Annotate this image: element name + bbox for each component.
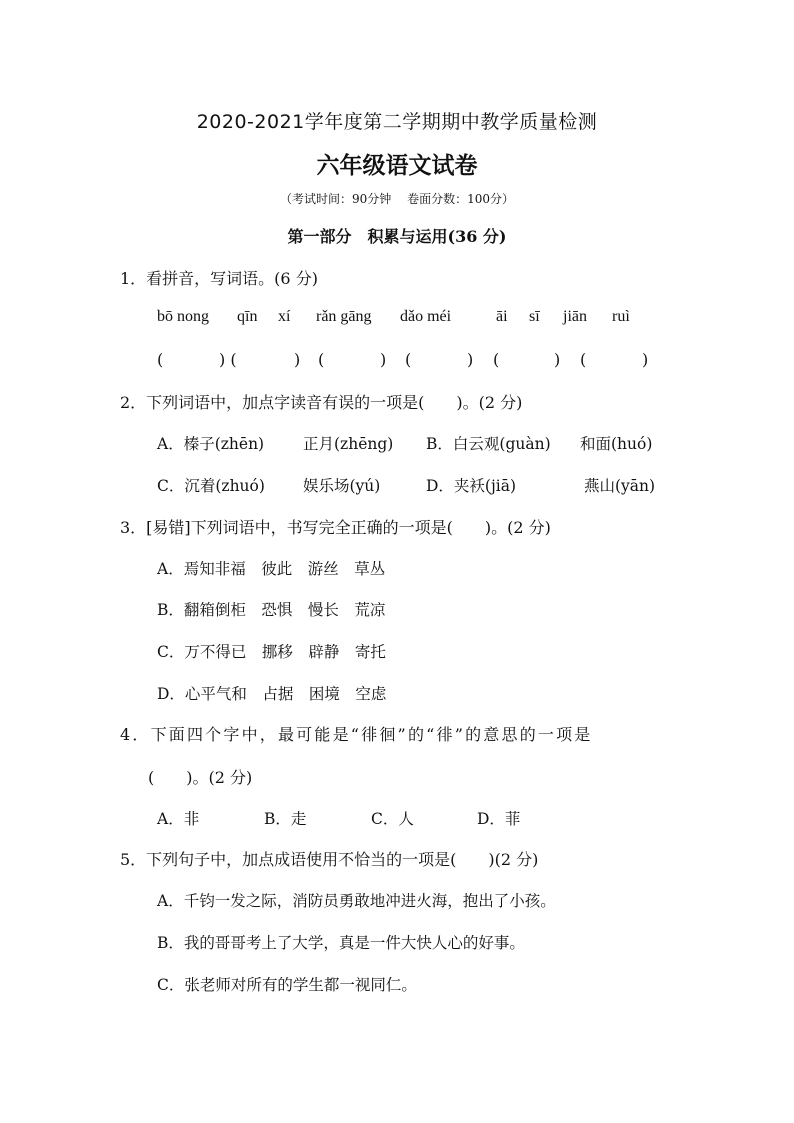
exam-subtitle: 六年级语文试卷 — [316, 153, 478, 179]
question-4-text: 4．下面四个字中，最可能是“徘徊”的“徘”的意思的一项是 — [120, 725, 593, 744]
pinyin-1: bō nong — [157, 308, 209, 325]
q2-option-c-word-2: 娱乐场(yú) — [303, 477, 381, 495]
answer-blank-paren: ( — [405, 350, 412, 369]
q4-option-d: D．菲 — [477, 810, 521, 828]
question-4-text-cont: ( )。(2 分) — [148, 768, 253, 787]
q2-option-b-word-1: B．白云观(guàn) — [426, 435, 551, 453]
answer-blank-paren: ) — [294, 350, 301, 369]
answer-blank-paren: ) — [380, 350, 387, 369]
pinyin-7: sī — [529, 308, 540, 325]
q2-option-a-word-1: A．榛子(zhēn) — [157, 435, 265, 453]
q4-option-c: C．人 — [371, 810, 414, 828]
answer-blank-paren: ) — [554, 350, 561, 369]
answer-blank-paren: ) — [642, 350, 649, 369]
q5-option-b: B．我的哥哥考上了大学，真是一件大快人心的好事。 — [157, 934, 525, 952]
exam-meta: （考试时间：90分钟 卷面分数：100分） — [280, 192, 514, 206]
q5-option-a: A．千钧一发之际，消防员勇敢地冲进火海，抱出了小孩。 — [157, 892, 556, 910]
pinyin-5: dǎo méi — [400, 308, 452, 325]
answer-blank-paren: ) ( — [219, 350, 237, 369]
q2-option-b-word-2: 和面(huó) — [580, 435, 653, 453]
pinyin-4: rǎn gāng — [316, 308, 372, 325]
pinyin-9: ruì — [612, 308, 630, 325]
q5-option-c: C．张老师对所有的学生都一视同仁。 — [157, 976, 417, 994]
pinyin-3: xí — [278, 308, 291, 325]
pinyin-6: āi — [496, 308, 508, 325]
pinyin-8: jiān — [563, 308, 587, 325]
answer-blank-paren: ( — [580, 350, 587, 369]
q4-option-b: B．走 — [264, 810, 307, 828]
question-2-text: 2．下列词语中，加点字读音有误的一项是( )。(2 分) — [120, 393, 523, 412]
exam-title: 2020-2021学年度第二学期期中教学质量检测 — [196, 111, 598, 133]
answer-blank-paren: ( — [157, 350, 164, 369]
answer-blank-paren: ) — [467, 350, 474, 369]
q3-option-b: B．翻箱倒柜 恐惧 慢长 荒凉 — [157, 601, 386, 619]
q2-option-d-word-2: 燕山(yān) — [584, 477, 656, 495]
answer-blank-paren: ( — [318, 350, 325, 369]
section-heading: 第一部分 积累与运用(36 分) — [287, 227, 507, 246]
q3-option-a: A．焉知非福 彼此 游丝 草丛 — [157, 560, 386, 578]
q3-option-c: C．万不得已 挪移 辟静 寄托 — [157, 643, 386, 661]
question-3-text: 3．[易错]下列词语中，书写完全正确的一项是( )。(2 分) — [120, 518, 551, 537]
q2-option-d-word-1: D．夹袄(jiā) — [426, 477, 517, 495]
pinyin-2: qīn — [237, 308, 258, 325]
q2-option-c-word-1: C．沉着(zhuó) — [157, 477, 265, 495]
q3-option-d: D．心平气和 占据 困境 空虑 — [157, 685, 387, 703]
question-5-text: 5．下列句子中，加点成语使用不恰当的一项是( )(2 分) — [120, 850, 539, 869]
answer-blank-paren: ( — [493, 350, 500, 369]
question-1-text: 1．看拼音，写词语。(6 分) — [120, 269, 318, 288]
q4-option-a: A．非 — [157, 810, 200, 828]
q2-option-a-word-2: 正月(zhēng) — [303, 435, 394, 453]
